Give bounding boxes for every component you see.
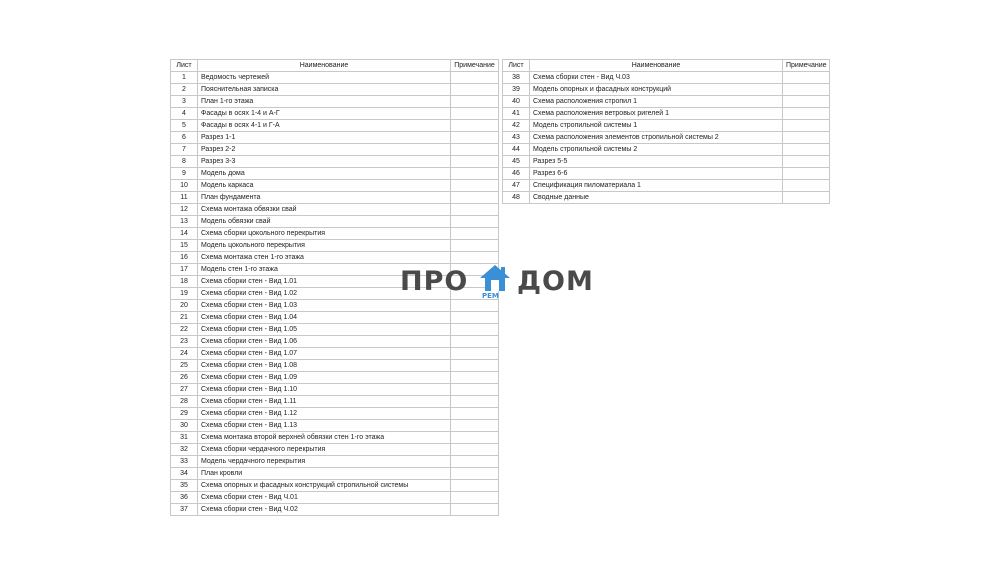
note-cell xyxy=(451,492,499,504)
drawing-name-cell: Схема сборки стен - Вид 1.03 xyxy=(198,300,451,312)
sheet-number-cell: 40 xyxy=(503,96,530,108)
table-row xyxy=(171,192,499,204)
note-cell xyxy=(451,144,499,156)
note-cell xyxy=(451,216,499,228)
note-cell xyxy=(451,420,499,432)
sheet-number-cell: 41 xyxy=(503,108,530,120)
table-row xyxy=(171,324,499,336)
table-row xyxy=(503,96,830,108)
note-cell xyxy=(783,180,830,192)
table-header-row xyxy=(503,60,830,72)
sheet-number-cell: 10 xyxy=(171,180,198,192)
drawing-list-table-right xyxy=(502,59,830,204)
table-header-row xyxy=(171,60,499,72)
sheet-number-cell: 42 xyxy=(503,120,530,132)
drawing-name-cell: Схема сборки стен - Вид 1.06 xyxy=(198,336,451,348)
table-row xyxy=(171,504,499,516)
logo-subtext: РЕМ xyxy=(482,292,499,300)
sheet-number-cell: 35 xyxy=(171,480,198,492)
drawing-name-cell: Модель обвязки свай xyxy=(198,216,451,228)
table-row xyxy=(503,108,830,120)
sheet-number-cell: 18 xyxy=(171,276,198,288)
drawing-name-cell: Разрез 1-1 xyxy=(198,132,451,144)
sheet-number-cell: 24 xyxy=(171,348,198,360)
table-row xyxy=(503,84,830,96)
drawing-name-cell: Фасады в осях 1-4 и А-Г xyxy=(198,108,451,120)
note-cell xyxy=(783,156,830,168)
sheet-number-cell: 30 xyxy=(171,420,198,432)
table-row xyxy=(171,372,499,384)
note-cell xyxy=(451,372,499,384)
note-cell xyxy=(451,108,499,120)
table-row xyxy=(171,240,499,252)
drawing-name-cell: Схема сборки стен - Вид 1.09 xyxy=(198,372,451,384)
sheet-number-cell: 15 xyxy=(171,240,198,252)
table-row xyxy=(171,408,499,420)
drawing-name-cell: Схема расположения стропил 1 xyxy=(530,96,783,108)
sheet-number-cell: 13 xyxy=(171,216,198,228)
sheet-number-cell: 39 xyxy=(503,84,530,96)
table-row xyxy=(503,144,830,156)
drawing-name-cell: Разрез 6-6 xyxy=(530,168,783,180)
sheet-number-cell: 5 xyxy=(171,120,198,132)
table-row xyxy=(171,360,499,372)
sheet-number-cell: 3 xyxy=(171,96,198,108)
drawing-name-cell: Схема сборки стен - Вид 1.13 xyxy=(198,420,451,432)
table-row xyxy=(171,348,499,360)
sheet-number-cell: 48 xyxy=(503,192,530,204)
drawing-name-cell: Схема расположения ветровых ригелей 1 xyxy=(530,108,783,120)
table-row xyxy=(503,192,830,204)
sheet-number-cell: 8 xyxy=(171,156,198,168)
drawing-name-cell: План 1-го этажа xyxy=(198,96,451,108)
table-row xyxy=(171,120,499,132)
header-sheet: Лист xyxy=(503,60,530,72)
note-cell xyxy=(451,72,499,84)
header-sheet: Лист xyxy=(171,60,198,72)
note-cell xyxy=(451,156,499,168)
table-body-right xyxy=(503,72,830,204)
sheet-number-cell: 43 xyxy=(503,132,530,144)
note-cell xyxy=(451,168,499,180)
sheet-number-cell: 27 xyxy=(171,384,198,396)
note-cell xyxy=(451,432,499,444)
table-row xyxy=(171,444,499,456)
table-row xyxy=(171,456,499,468)
table-row xyxy=(171,396,499,408)
drawing-name-cell: Модель каркаса xyxy=(198,180,451,192)
drawing-name-cell: Схема монтажа второй верхней обвязки стен 1-го этажа xyxy=(198,432,451,444)
drawing-name-cell: Схема сборки стен - Вид 1.10 xyxy=(198,384,451,396)
table-row xyxy=(171,492,499,504)
table-row xyxy=(171,108,499,120)
note-cell xyxy=(783,120,830,132)
sheet-number-cell: 28 xyxy=(171,396,198,408)
note-cell xyxy=(451,84,499,96)
drawing-name-cell: Модель дома xyxy=(198,168,451,180)
note-cell xyxy=(451,444,499,456)
note-cell xyxy=(783,72,830,84)
note-cell xyxy=(451,360,499,372)
note-cell xyxy=(451,480,499,492)
note-cell xyxy=(451,120,499,132)
drawing-name-cell: План кровли xyxy=(198,468,451,480)
sheet-number-cell: 45 xyxy=(503,156,530,168)
sheet-number-cell: 19 xyxy=(171,288,198,300)
drawing-name-cell: Схема сборки стен - Вид Ч.01 xyxy=(198,492,451,504)
drawing-name-cell: Модель стен 1-го этажа xyxy=(198,264,451,276)
note-cell xyxy=(451,180,499,192)
sheet-number-cell: 38 xyxy=(503,72,530,84)
note-cell xyxy=(451,132,499,144)
table-row xyxy=(171,204,499,216)
house-icon xyxy=(478,263,512,293)
table-row xyxy=(171,480,499,492)
drawing-name-cell: Разрез 2-2 xyxy=(198,144,451,156)
drawing-name-cell: Схема сборки стен - Вид 1.05 xyxy=(198,324,451,336)
header-name: Наименование xyxy=(198,60,451,72)
table-row xyxy=(171,468,499,480)
logo-text-left: ПРО xyxy=(400,266,469,297)
table-row xyxy=(503,120,830,132)
sheet-number-cell: 9 xyxy=(171,168,198,180)
header-name: Наименование xyxy=(530,60,783,72)
drawing-name-cell: План фундамента xyxy=(198,192,451,204)
table-row xyxy=(503,72,830,84)
drawing-name-cell: Схема сборки стен - Вид 1.04 xyxy=(198,312,451,324)
drawing-name-cell: Схема сборки стен - Вид 1.08 xyxy=(198,360,451,372)
table-row xyxy=(503,132,830,144)
drawing-name-cell: Схема расположения элементов стропильной системы 2 xyxy=(530,132,783,144)
sheet-number-cell: 33 xyxy=(171,456,198,468)
note-cell xyxy=(451,240,499,252)
table-row xyxy=(503,156,830,168)
sheet-number-cell: 4 xyxy=(171,108,198,120)
sheet-number-cell: 12 xyxy=(171,204,198,216)
note-cell xyxy=(451,204,499,216)
sheet-number-cell: 23 xyxy=(171,336,198,348)
table-row xyxy=(171,336,499,348)
drawing-name-cell: Спецификация пиломатериала 1 xyxy=(530,180,783,192)
note-cell xyxy=(451,324,499,336)
note-cell xyxy=(783,108,830,120)
drawing-name-cell: Схема сборки стен - Вид Ч.02 xyxy=(198,504,451,516)
drawing-name-cell: Сводные данные xyxy=(530,192,783,204)
sheet-number-cell: 36 xyxy=(171,492,198,504)
table-row xyxy=(171,96,499,108)
note-cell xyxy=(451,456,499,468)
table-row xyxy=(171,72,499,84)
sheet-number-cell: 32 xyxy=(171,444,198,456)
table-row xyxy=(171,168,499,180)
sheet-number-cell: 11 xyxy=(171,192,198,204)
drawing-name-cell: Схема сборки стен - Вид 1.02 xyxy=(198,288,451,300)
drawing-name-cell: Схема монтажа обвязки свай xyxy=(198,204,451,216)
logo-text-right: ДОМ xyxy=(517,266,594,297)
table-row xyxy=(171,144,499,156)
note-cell xyxy=(783,192,830,204)
drawing-name-cell: Схема сборки стен - Вид Ч.03 xyxy=(530,72,783,84)
note-cell xyxy=(451,348,499,360)
note-cell xyxy=(451,384,499,396)
sheet-number-cell: 20 xyxy=(171,300,198,312)
note-cell xyxy=(451,96,499,108)
note-cell xyxy=(783,168,830,180)
sheet-number-cell: 6 xyxy=(171,132,198,144)
drawing-name-cell: Пояснительная записка xyxy=(198,84,451,96)
note-cell xyxy=(783,144,830,156)
sheet-number-cell: 47 xyxy=(503,180,530,192)
note-cell xyxy=(451,312,499,324)
header-note: Примечание xyxy=(783,60,830,72)
drawing-name-cell: Схема сборки стен - Вид 1.07 xyxy=(198,348,451,360)
header-note: Примечание xyxy=(451,60,499,72)
sheet-number-cell: 46 xyxy=(503,168,530,180)
note-cell xyxy=(451,396,499,408)
table-row xyxy=(503,180,830,192)
drawing-name-cell: Модель чердачного перекрытия xyxy=(198,456,451,468)
sheet-number-cell: 29 xyxy=(171,408,198,420)
table-row xyxy=(171,156,499,168)
table-row xyxy=(171,312,499,324)
note-cell xyxy=(451,192,499,204)
table-row xyxy=(171,228,499,240)
note-cell xyxy=(451,408,499,420)
table-row xyxy=(171,384,499,396)
sheet-number-cell: 31 xyxy=(171,432,198,444)
drawing-name-cell: Схема сборки стен - Вид 1.01 xyxy=(198,276,451,288)
sheet-number-cell: 14 xyxy=(171,228,198,240)
prodom-watermark-logo xyxy=(400,262,600,306)
drawing-name-cell: Разрез 3-3 xyxy=(198,156,451,168)
sheet-number-cell: 7 xyxy=(171,144,198,156)
table-row xyxy=(171,216,499,228)
sheet-number-cell: 44 xyxy=(503,144,530,156)
sheet-number-cell: 26 xyxy=(171,372,198,384)
table-row xyxy=(171,180,499,192)
note-cell xyxy=(451,228,499,240)
table-row xyxy=(171,132,499,144)
sheet-number-cell: 25 xyxy=(171,360,198,372)
sheet-number-cell: 37 xyxy=(171,504,198,516)
table-row xyxy=(171,420,499,432)
sheet-number-cell: 34 xyxy=(171,468,198,480)
sheet-number-cell: 17 xyxy=(171,264,198,276)
drawing-name-cell: Разрез 5-5 xyxy=(530,156,783,168)
note-cell xyxy=(783,84,830,96)
drawing-name-cell: Схема сборки стен - Вид 1.11 xyxy=(198,396,451,408)
drawing-name-cell: Схема сборки цокольного перекрытия xyxy=(198,228,451,240)
drawing-name-cell: Ведомость чертежей xyxy=(198,72,451,84)
sheet-number-cell: 2 xyxy=(171,84,198,96)
note-cell xyxy=(451,336,499,348)
sheet-number-cell: 1 xyxy=(171,72,198,84)
drawing-name-cell: Схема сборки стен - Вид 1.12 xyxy=(198,408,451,420)
sheet-number-cell: 21 xyxy=(171,312,198,324)
drawing-name-cell: Модель стропильной системы 2 xyxy=(530,144,783,156)
note-cell xyxy=(783,132,830,144)
drawing-name-cell: Фасады в осях 4-1 и Г-А xyxy=(198,120,451,132)
note-cell xyxy=(451,468,499,480)
table-row xyxy=(171,432,499,444)
drawing-name-cell: Схема сборки чердачного перекрытия xyxy=(198,444,451,456)
drawing-name-cell: Схема монтажа стен 1-го этажа xyxy=(198,252,451,264)
table-row xyxy=(171,84,499,96)
note-cell xyxy=(783,96,830,108)
sheet-number-cell: 16 xyxy=(171,252,198,264)
drawing-name-cell: Модель цокольного перекрытия xyxy=(198,240,451,252)
sheet-number-cell: 22 xyxy=(171,324,198,336)
drawing-name-cell: Модель опорных и фасадных конструкций xyxy=(530,84,783,96)
drawing-name-cell: Схема опорных и фасадных конструкций стропильной системы xyxy=(198,480,451,492)
table-row xyxy=(503,168,830,180)
note-cell xyxy=(451,504,499,516)
drawing-name-cell: Модель стропильной системы 1 xyxy=(530,120,783,132)
